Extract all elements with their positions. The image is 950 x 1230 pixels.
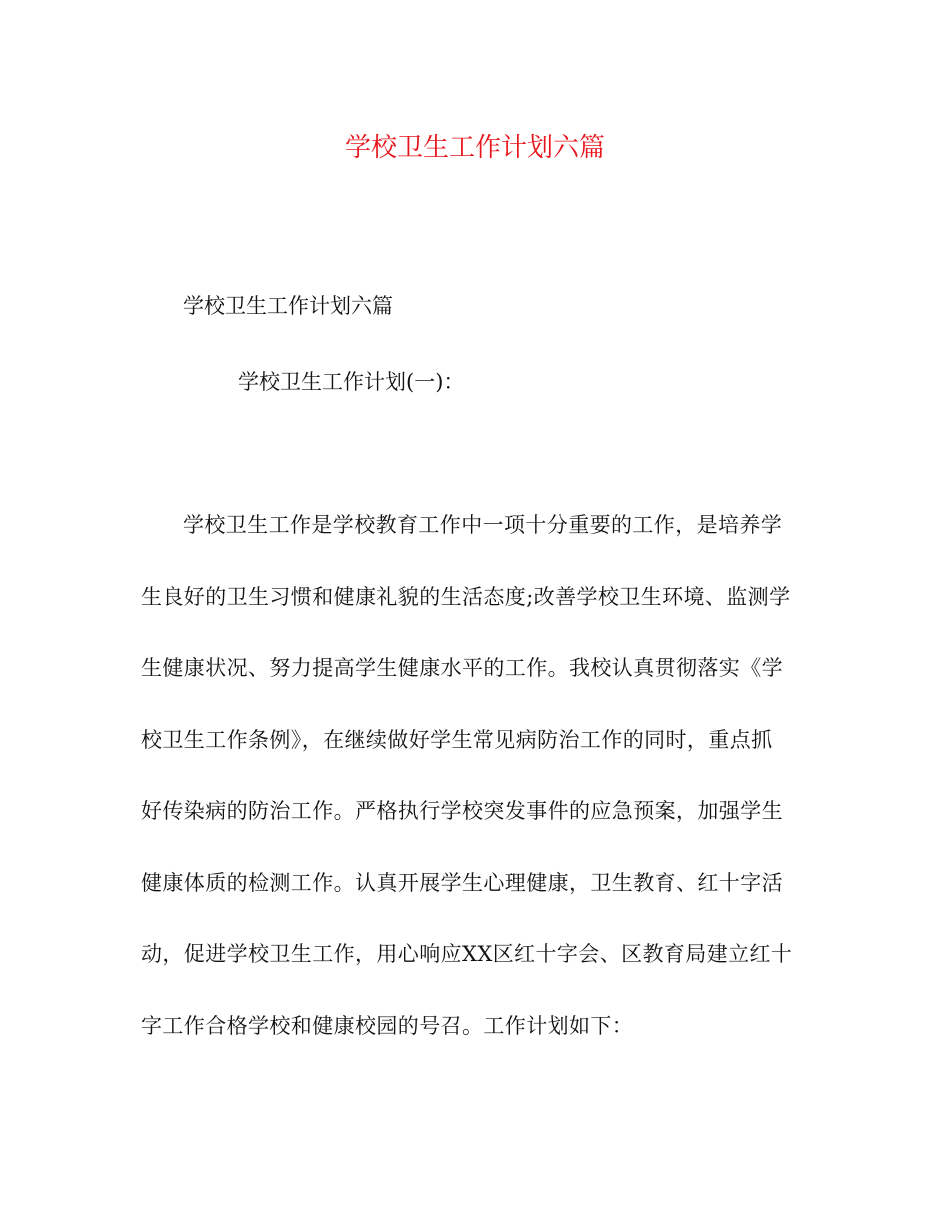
paragraph-line: 校卫生工作条例》，在继续做好学生常见病防治工作的同时，重点抓 — [141, 727, 773, 752]
section-heading: 学校卫生工作计划(一)： — [238, 370, 465, 394]
document-title: 学校卫生工作计划六篇 — [344, 133, 605, 163]
paragraph-line: 字工作合格学校和健康校园的号召。工作计划如下： — [141, 1013, 634, 1038]
document-subtitle: 学校卫生工作计划六篇 — [183, 294, 393, 318]
body-paragraph — [141, 509, 821, 1081]
paragraph-line: 健康体质的检测工作。认真开展学生心理健康，卫生教育、红十字活 — [141, 870, 783, 895]
paragraph-line: 生良好的卫生习惯和健康礼貌的生活态度;改善学校卫生环境、监测学 — [141, 584, 791, 609]
paragraph-line: 学校卫生工作是学校教育工作中一项十分重要的工作，是培养学 — [183, 513, 783, 537]
paragraph-line: 动，促进学校卫生工作，用心响应XX区红十字会、区教育局建立红十 — [141, 942, 793, 966]
paragraph-line: 生健康状况、努力提高学生健康水平的工作。我校认真贯彻落实《学 — [141, 656, 783, 680]
paragraph-line: 好传染病的防治工作。严格执行学校突发事件的应急预案，加强学生 — [141, 799, 783, 823]
